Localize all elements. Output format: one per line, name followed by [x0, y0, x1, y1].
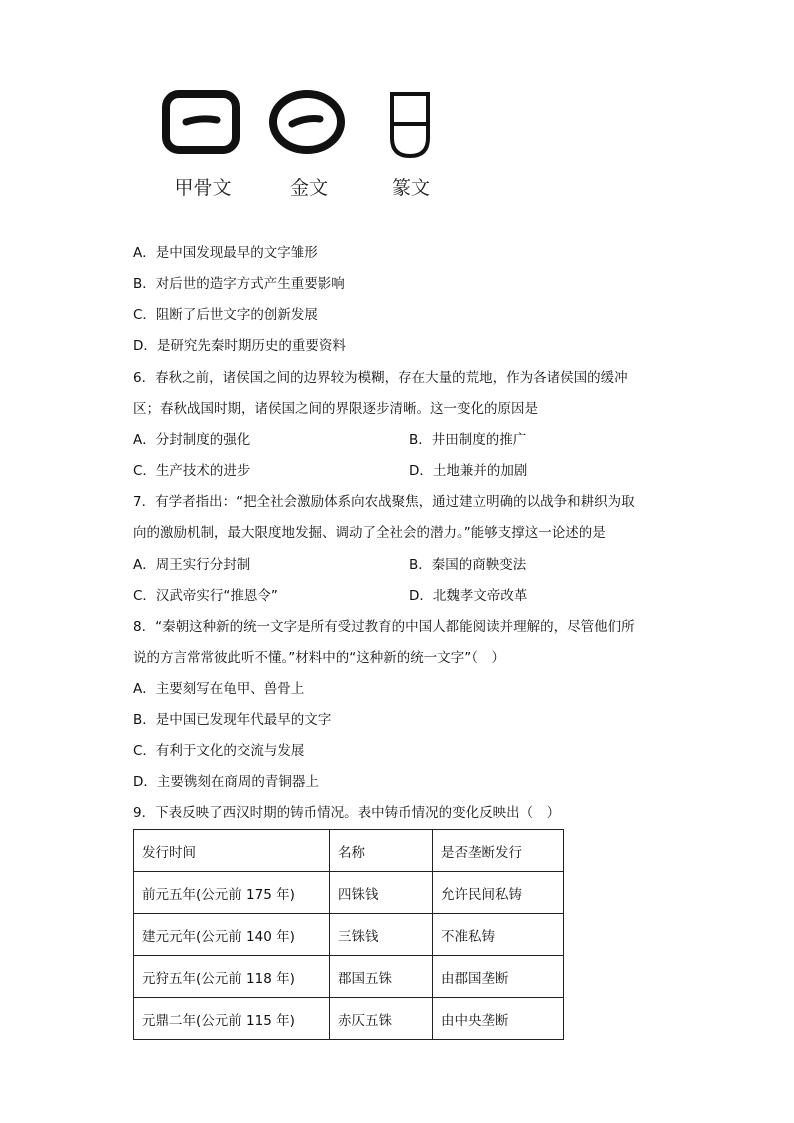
q7-option-b: B．秦国的商鞅变法: [409, 557, 527, 573]
q6-option-c: C．生产技术的进步: [133, 463, 251, 479]
coinage-table: [133, 829, 564, 1040]
glyph-label-jinwen: 金文: [289, 177, 328, 199]
table-cell: 由中央垄断: [433, 998, 564, 1040]
table-cell: 郡国五铢: [330, 956, 433, 998]
jiaguwen-character-image: [158, 86, 248, 166]
q8-stem-line2: 说的方言常常彼此听不懂。”材料中的“这种新的统一文字”（ ）: [133, 650, 505, 666]
table-header-cell: 名称: [330, 830, 433, 872]
q6-options-row2: [133, 461, 528, 481]
table-cell: 前元五年(公元前 175 年): [134, 872, 330, 914]
glyph-label-jiaguwen: 甲骨文: [174, 177, 232, 199]
q8-option-a: A．主要刻写在龟甲、兽骨上: [133, 681, 305, 697]
table-cell: 允许民间私铸: [433, 872, 564, 914]
q6-option-d: D．土地兼并的加剧: [409, 463, 528, 479]
q5-option-c: C．阻断了后世文字的创新发展: [133, 307, 318, 323]
table-row: [134, 998, 564, 1040]
q9-stem: 9．下表反映了西汉时期的铸币情况。表中铸币情况的变化反映出（ ）: [133, 805, 561, 821]
q6-options-row1: [133, 430, 527, 450]
q7-options-row1: [133, 555, 527, 575]
jinwen-character-image: [264, 86, 354, 166]
q7-option-c: C．汉武帝实行“推恩令”: [133, 588, 278, 604]
q8-option-b: B．是中国已发现年代最早的文字: [133, 712, 332, 728]
table-cell: 由郡国垄断: [433, 956, 564, 998]
q6-option-b: B．井田制度的推广: [409, 432, 527, 448]
table-cell: 元狩五年(公元前 118 年): [134, 956, 330, 998]
q7-stem-line1: 7．有学者指出：“把全社会激励体系向农战聚焦，通过建立明确的以战争和耕织为取: [133, 494, 635, 510]
q7-option-a: A．周王实行分封制: [133, 557, 251, 573]
q5-option-a: A．是中国发现最早的文字雏形: [133, 245, 318, 261]
q7-option-d: D．北魏孝文帝改革: [409, 588, 528, 604]
table-header-cell: 是否垄断发行: [433, 830, 564, 872]
table-cell: 三铢钱: [330, 914, 433, 956]
q5-option-b: B．对后世的造字方式产生重要影响: [133, 276, 345, 292]
q7-stem-line2: 向的激励机制，最大限度地发掘、调动了全社会的潜力。”能够支撑这一论述的是: [133, 525, 606, 541]
q8-stem-line1: 8．“秦朝这种新的统一文字是所有受过教育的中国人都能阅读并理解的，尽管他们所: [133, 619, 635, 635]
table-row: [134, 914, 564, 956]
q6-option-a: A．分封制度的强化: [133, 432, 251, 448]
glyph-jinwen: [264, 86, 354, 199]
q8-option-c: C．有利于文化的交流与发展: [133, 743, 305, 759]
glyph-zhuanwen: [366, 86, 456, 199]
q5-option-d: D．是研究先秦时期历史的重要资料: [133, 338, 346, 354]
table-row: [134, 956, 564, 998]
table-cell: 赤仄五铢: [330, 998, 433, 1040]
q6-stem-line2: 区；春秋战国时期，诸侯国之间的界限逐步清晰。这一变化的原因是: [133, 401, 538, 417]
glyph-jiaguwen: [158, 86, 248, 199]
q8-option-d: D．主要镌刻在商周的青铜器上: [133, 774, 319, 790]
table-cell: 不准私铸: [433, 914, 564, 956]
q6-stem-line1: 6．春秋之前，诸侯国之间的边界较为模糊，存在大量的荒地，作为各诸侯国的缓冲: [133, 370, 628, 386]
table-header-row: [134, 830, 564, 872]
table-cell: 元鼎二年(公元前 115 年): [134, 998, 330, 1040]
table-cell: 建元元年(公元前 140 年): [134, 914, 330, 956]
glyph-label-zhuanwen: 篆文: [391, 177, 430, 199]
q7-options-row2: [133, 586, 528, 606]
zhuanwen-character-image: [366, 86, 456, 166]
table-cell: 四铢钱: [330, 872, 433, 914]
table-header-cell: 发行时间: [134, 830, 330, 872]
table-row: [134, 872, 564, 914]
